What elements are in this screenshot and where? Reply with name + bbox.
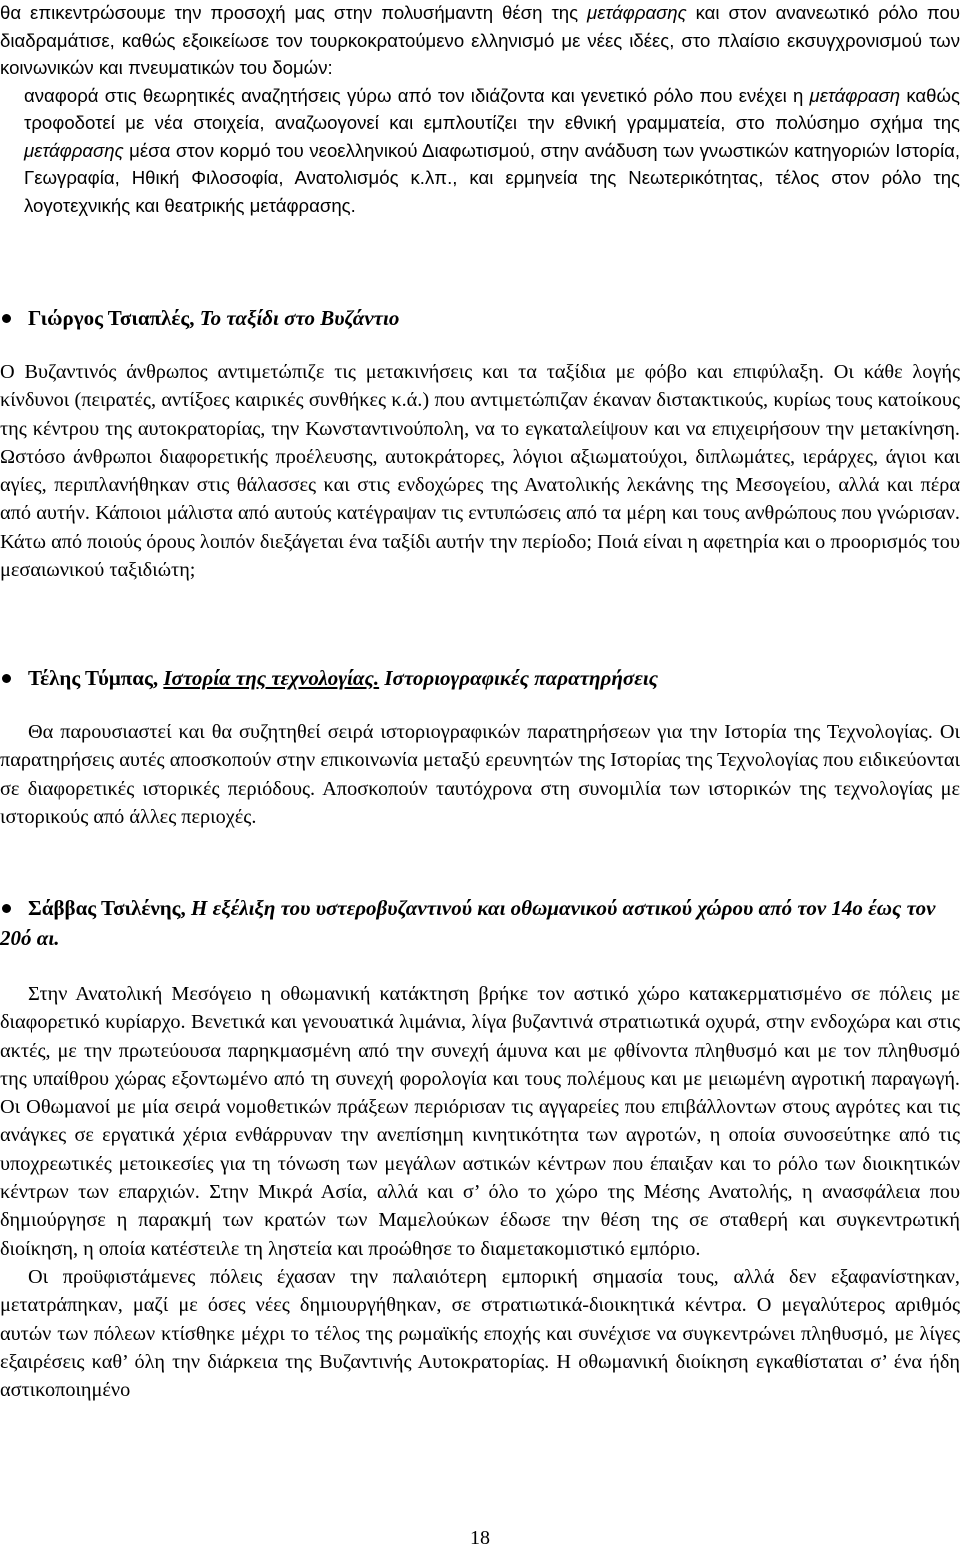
bullet-icon [2, 314, 11, 323]
bullet-icon [2, 674, 11, 683]
entry-body-text: Ο Βυζαντινός άνθρωπος αντιμετώπιζε τις μετακινήσεις και τα ταξίδια με φόβο και επιφύλαξη. Οι κάθε λογής κίνδυνοι (πειρατές, αντίξοες καιρικές συνθήκες κ.ά.) που αντιμετώπιζαν έκαναν διστακτικούς, κυρίως τους κατοίκους της κέντρου της αυτοκρατορίας, την Κωνσταντινούπολη, να το εγκαταλείψουν και να επιχειρήσουν την μετακίνηση. Ωστόσο άνθρωποι διαφορετικής προέλευσης, αυτοκράτορες, λόγιοι αξιωματούχοι, διπλωμάτες, ιεράρχες, άγιοι και αγίες, περιπλανήθηκαν στις θάλασσες και στις ενδοχώρες της Ανατολικής λεκάνης της Μεσογείου, αλλά και πέρα από αυτήν. Κάποιοι μάλιστα από αυτούς κατέγραψαν τις εντυπώσεις από τα μέρη και τους ανθρώπους που γνώρισαν. Κάτω από ποιούς όρους λοιπόν διεξάγεται ένα ταξίδι αυτήν την περίοδο; Ποιά είναι η αφετηρία και ο προορισμός του μεσαιωνικού ταξιδιώτη; [0, 361, 960, 582]
entry-title: Ιστορία της τεχνολογίας. [163, 666, 380, 690]
intro-text: και στον ανανεωτικό ρόλο που διαδραμάτισε, καθώς εξοικείωσε τον τουρκοκρατούμενο ελληνισμό με νέες ιδέες, στο πλαίσιο εκσυγχρονισμού των κοινωνικών και πνευματικών του δομών: [0, 2, 960, 78]
entry-heading [0, 663, 960, 693]
entry-title: Το ταξίδι στο Βυζάντιο [199, 306, 400, 330]
entry-heading [0, 893, 960, 953]
intro-emphasis: μετάφρασης [587, 2, 687, 23]
entry-author: Σάββας Τσιλένης, [28, 896, 192, 920]
entry-body-text: Θα παρουσιαστεί και θα συζητηθεί σειρά ιστοριογραφικών παρατηρήσεων για την Ιστορία της Τεχνολογίας. Οι παρατηρήσεις αυτές αποσκοπούν στην επικοινωνία μεταξύ ερευνητών της Ιστορίας της Τεχνολογίας που ειδικεύονται σε διαφορετικές ιστορικές περιόδους. Αποσκοπούν ταυτόχρονα στη συνομιλία των ιστορικών της τεχνολογίας με ιστορικούς από άλλες περιοχές. [0, 721, 960, 828]
entry-body-paragraph: Οι προϋφιστάμενες πόλεις έχασαν την παλαιότερη εμπορική σημασία τους, αλλά δεν εξαφανίστηκαν, μετατράπηκαν, μαζί με όσες νέες δημιουργήθηκαν, σε στρατιωτικά-διοικητικά κέντρα. Ο μεγαλύτερος αριθμός αυτών των πόλεων κτίσθηκε μέχρι το τέλος της ρωμαϊκής εποχής και συνέχισε να συγκεντρώνει πληθυσμό, με λίγες εξαιρέσεις καθ’ όλη την διάρκεια της Βυζαντινής Αυτοκρατορίας. Η οθωμανική διοίκηση εγκαθίσταται σ’ ένα ήδη αστικοποιημένο [0, 1265, 960, 1402]
entry-subtitle: Ιστοριογραφικές παρατηρήσεις [379, 666, 659, 690]
intro-emphasis: μετάφραση [809, 84, 901, 106]
entry-heading [0, 303, 960, 333]
entry-author: Τέλης Τύμπας, [28, 666, 164, 690]
entry-author: Γιώργος Τσιαπλές, [28, 306, 200, 330]
intro-paragraph [0, 0, 960, 219]
entry-body [0, 358, 960, 584]
entry-body [0, 980, 960, 1404]
intro-first-part [0, 0, 960, 82]
intro-emphasis: μετάφρασης [24, 139, 124, 161]
intro-text: μέσα στον κορμό του νεοελληνικού Διαφωτισμού, στην ανάδυση των γνωστικών κατηγοριών Ιστορία, Γεωγραφία, Ηθική Φιλοσοφία, Ανατολισμός κ.λπ., και ερμηνεία της Νεωτερικότητας, τέλος στον ρόλο της λογοτεχνικής και θεατρικής μετάφρασης. [24, 139, 960, 216]
entry-title: Η εξέλιξη του υστεροβυζαντινού και οθωμανικού αστικού χώρου από τον 14ο έως τον 20ό αι. [0, 896, 936, 950]
bullet-icon [2, 904, 11, 913]
entry-body-paragraph: Στην Ανατολική Μεσόγειο η οθωμανική κατάκτηση βρήκε τον αστικό χώρο κατακερματισμένο σε πόλεις με διαφορετικό κυρίαρχο. Βενετικά και γενουατικά λιμάνια, λίγα βυζαντινά στρατιωτικά οχυρά, στην ενδοχώρα και στις ακτές, με την πρωτεύουσα παρηκμασμένη από την συνεχή άμυνα και με φθίνοντα πληθυσμό και με τον πληθυσμό της υπαίθρου χώρας εξοντωμένο από τη συνεχή φορολογία και τους πολέμους και με μειωμένη αγροτική παραγωγή. Οι Οθωμανοί με μία σειρά νομοθετικών πράξεων περιόρισαν τις αγγαρείες που επιβάλλοντων στους αγρότες και τις ανάγκες σε εργατικά χέρια ενθάρρυναν την ανεπίσημη κινητικότητα των αγροτών, η οποία συνοσεύτηκε από τις υποχρεωτικές μετοικεσίες για τη τόνωση των μεγάλων αστικών κέντρων που έπαιξαν και το ρόλο των διοικητικών κέντρων των επαρχιών. Στην Μικρά Ασία, αλλά και σ’ όλο το χώρο της Μέσης Ανατολής, η ανασφάλεια που δημιούργησε η παρακμή των κρατών των Μαμελούκων έδωσε την θέση της σε σταθερή και συγκεντρωτική διοίκηση, η οποία κατέστειλε τη ληστεία και προώθησε το διαμετακομιστικό εμπόριο. [0, 983, 960, 1260]
entry-body [0, 718, 960, 831]
intro-second-part [0, 82, 960, 220]
intro-text: καθώς τροφοδοτεί με νέα στοιχεία, αναζωογονεί και εμπλουτίζει την εθνική γραμματεία, στο πολύσημο σχήμα της [24, 84, 960, 133]
intro-text: θα επικεντρώσουμε την προσοχή μας στην πολυσήμαντη θέση της [0, 2, 588, 23]
intro-text: αναφορά στις θεωρητικές αναζητήσεις γύρω από τον ιδιάζοντα και γενετικό ρόλο που ενέχει η [24, 84, 810, 106]
page-number: 18 [470, 1527, 490, 1549]
